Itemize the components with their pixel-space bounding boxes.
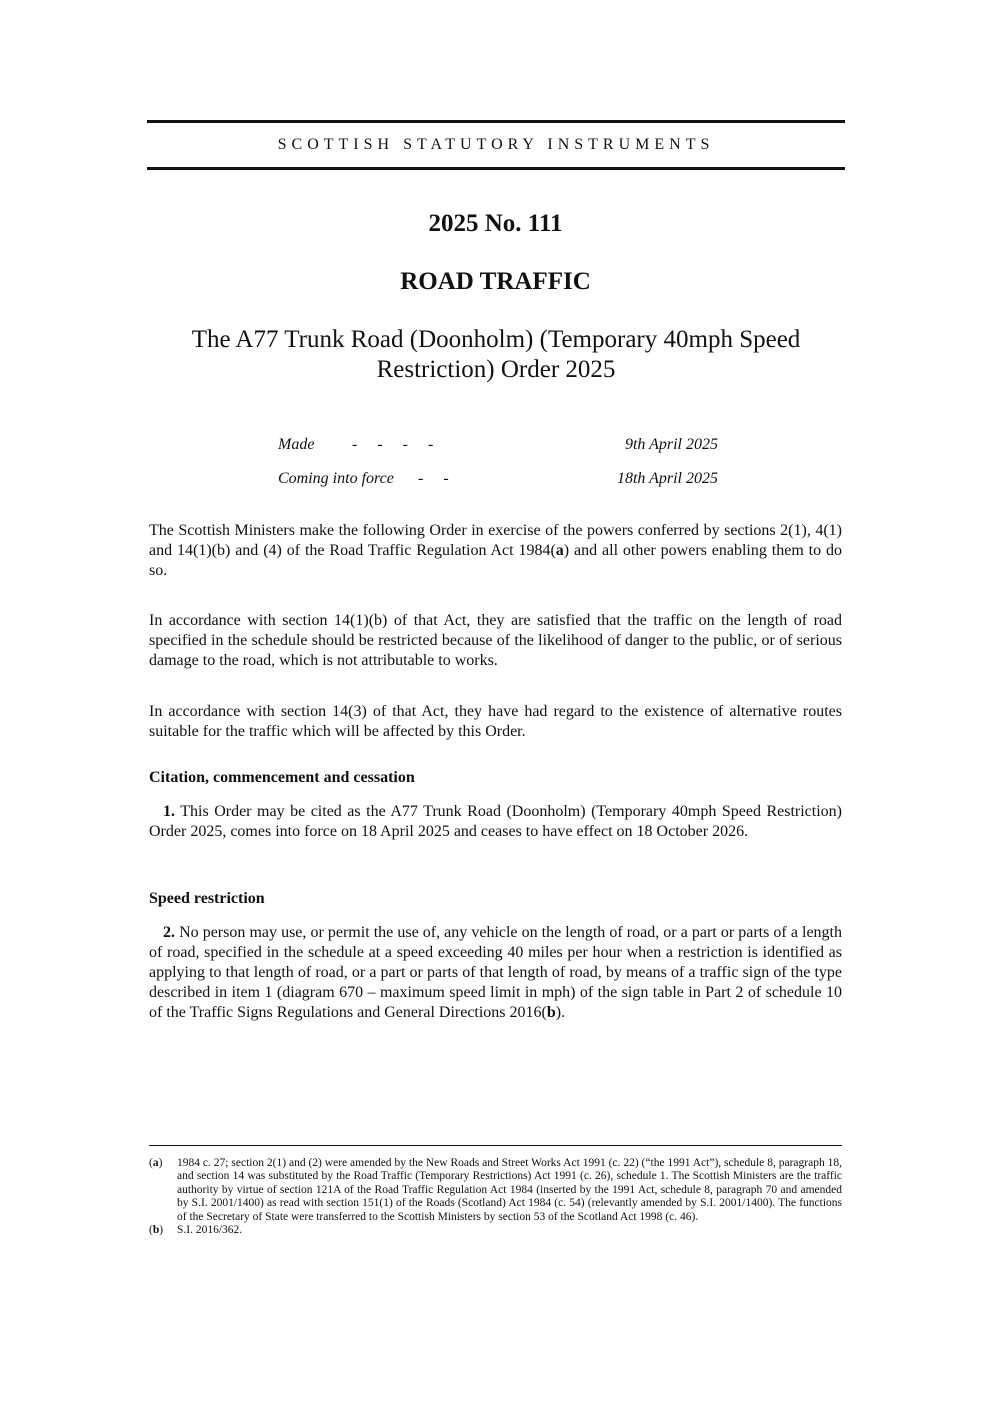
force-label: Coming into force: [278, 470, 394, 487]
section-1-text: This Order may be cited as the A77 Trunk Road (Doonholm) (Temporary 40mph Speed Restriction) Order 2025, comes into force on 18 April 2025 and ceases to have effect on 18 October 2026.: [149, 803, 842, 840]
footnote-b-text: S.I. 2016/362.: [177, 1224, 243, 1237]
section-1-paragraph: [149, 802, 842, 842]
footnotes: [149, 1157, 842, 1237]
made-date: 9th April 2025: [624, 436, 718, 453]
preamble-paragraph-3: In accordance with section 14(3) of that Act, they have had regard to the existence of alternative routes suitable for the traffic which will be affected by this Order.: [149, 703, 842, 740]
footnote-b-mark: (b): [149, 1224, 164, 1237]
section-1-heading: Citation, commencement and cessation: [149, 769, 415, 786]
force-date-row: [278, 470, 718, 504]
instrument-number: 2025 No. 111: [428, 210, 563, 237]
footnote-mark-letter: b: [152, 1224, 160, 1237]
preamble-text-end: ) and all other powers enabling them to do so.: [149, 542, 842, 579]
force-dashes: - -: [418, 470, 449, 487]
made-date-row: [278, 436, 718, 470]
footnote-divider: [149, 1145, 842, 1146]
section-2-paragraph: [149, 923, 842, 1023]
section-2-text-end: ).: [555, 1004, 566, 1021]
order-title: The A77 Trunk Road (Doonholm) (Temporary 40mph Speed Restriction) Order 2025: [191, 326, 801, 383]
series-heading: SCOTTISH STATUTORY INSTRUMENTS: [277, 136, 715, 153]
section-1-number: 1.: [163, 803, 175, 820]
series-bottom-rule: [147, 167, 845, 170]
footnote-mark-letter: a: [152, 1157, 159, 1169]
footnote-a-text: 1984 c. 27; section 2(1) and (2) were amended by the New Roads and Street Works Act 1991 (c. 22) (“the 1991 Act”), schedule 8, paragraph 18, and section 14 was substituted by the Road Traffic (Temporary Restrictions) Act 1991 (c. 26), schedule 1. The Scottish Ministers are the traffic authority by virtue of section 121A of the Road Traffic Regulation Act 1984 (inserted by the 1991 Act, schedule 8, paragraph 70 and amended by S.I. 2001/1400) as read with section 151(1) of the Roads (Scotland) Act 1984 (c. 54) (relevantly amended by S.I. 2001/1400). The functions of the Secretary of State were transferred to the Scottish Ministers by section 53 of the Scotland Act 1998 (c. 46).: [177, 1157, 842, 1223]
footnote-b: [149, 1224, 842, 1237]
footnote-a: [149, 1157, 842, 1224]
made-dashes: - - - -: [352, 436, 434, 453]
force-date: 18th April 2025: [616, 470, 718, 487]
subject-heading: ROAD TRAFFIC: [400, 268, 591, 295]
dates-block: [278, 436, 718, 504]
made-label: Made: [278, 436, 315, 453]
footnote-ref-b: b: [546, 1004, 556, 1021]
preamble-paragraph-1: [149, 521, 842, 581]
section-2-text: No person may use, or permit the use of, any vehicle on the length of road, or a part or parts of a length of road, specified in the schedule at a speed exceeding 40 miles per hour when a restriction is identified as applying to that length of road, or a part or parts of that length of road, by means of a traffic sign of the type described in item 1 (diagram 670 – maximum speed limit in mph) of the sign table in Part 2 of schedule 10 of the Traffic Signs Regulations and General Directions 2016(: [149, 924, 842, 1021]
section-2-number: 2.: [163, 924, 175, 941]
series-top-rule: [147, 120, 845, 123]
section-2-heading: Speed restriction: [149, 890, 265, 907]
footnote-a-mark: (a): [149, 1157, 163, 1169]
preamble-text: The Scottish Ministers make the following Order in exercise of the powers conferred by sections 2(1), 4(1) and 14(1)(b) and (4) of the Road Traffic Regulation Act 1984(: [149, 522, 842, 559]
preamble-paragraph-2: In accordance with section 14(1)(b) of that Act, they are satisfied that the traffic on the length of road specified in the schedule should be restricted because of the likelihood of danger to the public, or of serious damage to the road, which is not attributable to works.: [149, 612, 842, 669]
footnote-ref-a: a: [555, 542, 564, 559]
